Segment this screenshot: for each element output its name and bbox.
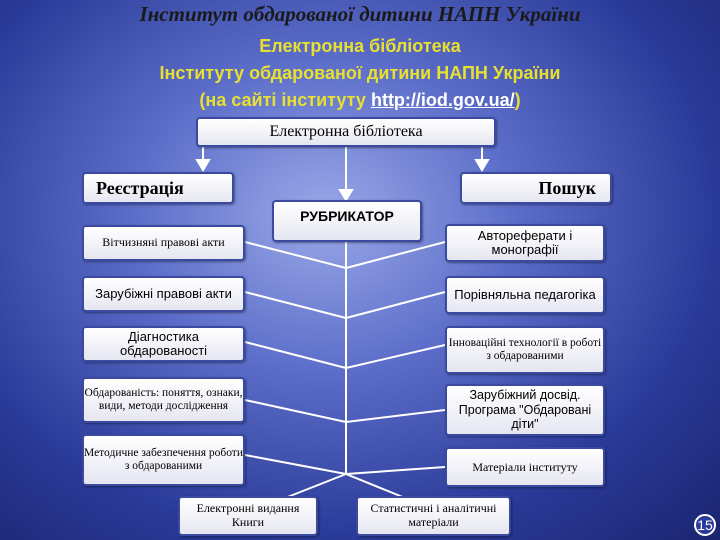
branch-left-1 xyxy=(245,242,346,268)
branch-left-5 xyxy=(245,455,346,474)
bottom-left-node: Електронні видання Книги xyxy=(178,496,318,536)
arrow-rubricator xyxy=(340,190,352,200)
bottom-right-node: Статистичні і аналітичні матеріали xyxy=(356,496,511,536)
branch-left-4 xyxy=(245,400,346,422)
right-item-3: Інноваційні технології в роботі з обдарованими xyxy=(445,326,605,374)
arrow-search xyxy=(476,160,488,170)
left-item-4: Обдарованість: поняття, ознаки, види, методи дослідження xyxy=(82,377,245,423)
page-number: 15 xyxy=(694,514,716,536)
branch-right-4 xyxy=(346,410,445,422)
branch-right-2 xyxy=(346,292,445,318)
subtitle-line-2: Інституту обдарованої дитини НАПН України xyxy=(159,63,561,83)
left-item-1: Вітчизняні правові акти xyxy=(82,225,245,261)
branch-left-3 xyxy=(245,342,346,368)
arrow-registration xyxy=(197,160,209,170)
subtitle-prefix: (на сайті інституту xyxy=(199,90,371,110)
branch-right-3 xyxy=(346,345,445,368)
page-title: Інститут обдарованої дитини НАПН України xyxy=(139,2,581,26)
left-item-5: Методичне забезпечення роботи з обдарованими xyxy=(82,434,245,486)
search-node: Пошук xyxy=(460,172,612,204)
right-item-5: Матеріали інституту xyxy=(445,447,605,487)
right-item-2: Порівняльна педагогіка xyxy=(445,276,605,314)
branch-right-5 xyxy=(346,467,445,474)
root-node: Електронна бібліотека xyxy=(196,117,496,147)
subtitle-suffix: ) xyxy=(514,90,521,110)
subtitle-line-1: Електронна бібліотека xyxy=(259,36,461,56)
site-link[interactable]: http://iod.gov.ua/ xyxy=(370,90,515,110)
branch-left-2 xyxy=(245,292,346,318)
right-item-4: Зарубіжний досвід. Програма "Обдаровані діти" xyxy=(445,384,605,436)
right-item-1: Автореферати і монографії xyxy=(445,224,605,262)
rubricator-node: РУБРИКАТОР xyxy=(272,200,422,242)
registration-node: Реєстрація xyxy=(82,172,234,204)
left-item-2: Зарубіжні правові акти xyxy=(82,276,245,312)
left-item-3: Діагностика обдарованості xyxy=(82,326,245,362)
branch-right-1 xyxy=(346,242,445,268)
